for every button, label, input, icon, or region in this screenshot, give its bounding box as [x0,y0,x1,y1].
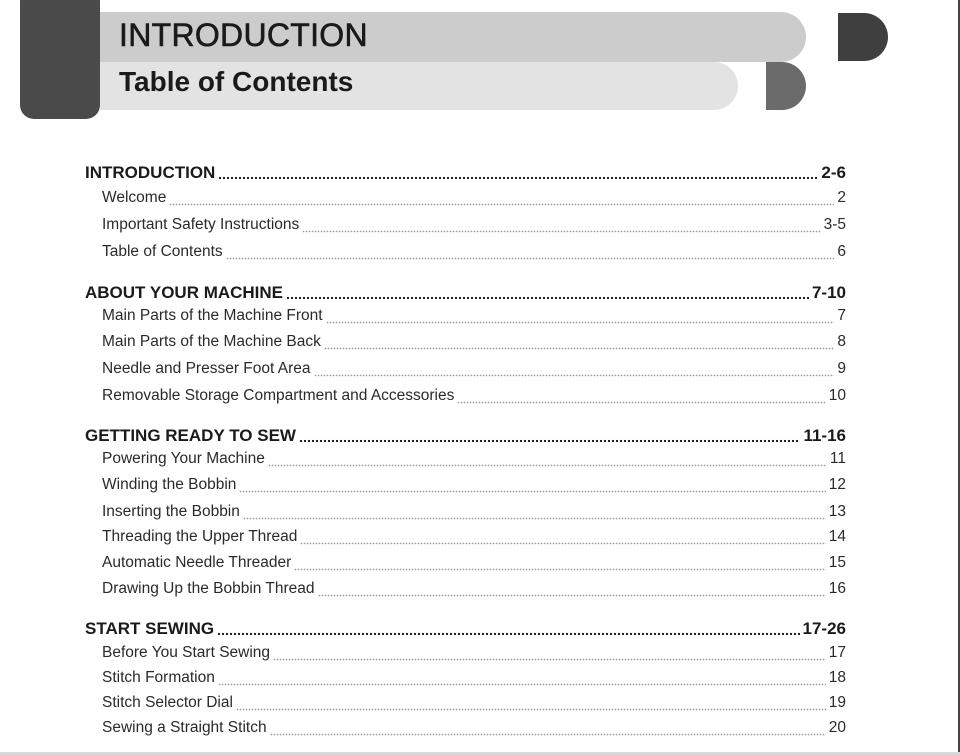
toc-entry-label: Powering Your Machine [102,450,265,467]
toc-entry-label: Important Safety Instructions [102,216,300,233]
dot-leader [299,439,801,443]
toc-entry-label: Needle and Presser Foot Area [102,360,311,377]
toc-entry-label: Stitch Selector Dial [102,694,233,711]
dot-leader [286,296,809,300]
toc-entry-page: 3-5 [823,216,846,233]
dot-leader [324,347,835,350]
toc-item[interactable] [85,450,846,472]
toc-section[interactable] [85,426,846,448]
toc-section[interactable] [85,163,846,185]
toc-section[interactable] [85,283,846,305]
toc-entry-page: 18 [828,669,846,686]
toc-item[interactable] [85,580,846,602]
toc-entry-label: Drawing Up the Bobbin Thread [102,580,315,597]
toc-entry-page: 19 [828,694,846,711]
dot-leader [270,733,826,736]
toc-entry-page: 20 [828,719,846,736]
dot-leader [300,542,825,545]
header-title-cap [838,13,888,61]
toc-entry-page: 2 [837,189,846,206]
toc-entry-label: Welcome [102,189,167,206]
toc-entry-label: Sewing a Straight Stitch [102,719,267,736]
toc-entry-page: 2-6 [821,163,846,182]
toc-entry-label: Stitch Formation [102,669,215,686]
toc-entry-page: 6 [837,243,846,260]
header-subtitle-cap [766,62,806,110]
dot-leader [302,230,820,233]
toc-entry-page: 11 [829,450,846,467]
toc-entry-label: Main Parts of the Machine Front [102,307,323,324]
toc-item[interactable] [85,644,846,666]
toc-entry-label: ABOUT YOUR MACHINE [85,283,284,302]
toc-entry-page: 17-26 [802,619,846,638]
toc-section[interactable] [85,619,846,641]
toc-entry-label: START SEWING [85,619,215,638]
chapter-title: INTRODUCTION [119,17,368,53]
toc-entry-page: 8 [837,333,846,350]
toc-entry-label: Automatic Needle Threader [102,554,292,571]
toc-entry-page: 13 [828,503,846,520]
toc-entry-label: Threading the Upper Thread [102,528,298,545]
toc-item[interactable] [85,528,846,550]
toc-entry-page: 10 [828,387,846,404]
toc-entry-page: 7-10 [811,283,846,302]
toc-item[interactable] [85,216,846,238]
toc-item[interactable] [85,243,846,265]
toc-entry-page: 9 [837,360,846,377]
dot-leader [294,568,825,571]
toc-item[interactable] [85,387,846,409]
toc-entry-label: Main Parts of the Machine Back [102,333,321,350]
toc-entry-label: Removable Storage Compartment and Accessories [102,387,455,404]
toc-entry-label: INTRODUCTION [85,163,216,182]
dot-leader [243,517,826,520]
header-dark-tab [20,0,100,119]
toc-entry-page: 16 [828,580,846,597]
dot-leader [226,257,835,260]
dot-leader [217,632,799,636]
toc-item[interactable] [85,669,846,691]
dot-leader [169,203,834,206]
toc-item[interactable] [85,476,846,498]
toc-entry-label: Before You Start Sewing [102,644,271,661]
toc-item[interactable] [85,503,846,525]
dot-leader [273,658,826,661]
dot-leader [314,374,835,377]
toc-entry-label: Winding the Bobbin [102,476,237,493]
toc-entry-page: 15 [828,554,846,571]
toc-item[interactable] [85,554,846,576]
dot-leader [236,708,826,711]
toc-entry-page: 14 [828,528,846,545]
toc-item[interactable] [85,694,846,716]
page-title: Table of Contents [119,66,354,97]
toc-entry-page: 17 [828,644,846,661]
dot-leader [218,683,826,686]
toc-entry-page: 7 [837,307,846,324]
toc-entry-page: 11-16 [803,426,846,445]
toc-item[interactable] [85,333,846,355]
toc-item[interactable] [85,360,846,382]
toc-entry-label: Inserting the Bobbin [102,503,240,520]
toc-item[interactable] [85,307,846,329]
toc-entry-page: 12 [828,476,846,493]
toc-entry-label: Table of Contents [102,243,223,260]
dot-leader [268,464,827,467]
toc-entry-label: GETTING READY TO SEW [85,426,296,445]
dot-leader [457,401,825,404]
toc-item[interactable] [85,719,846,741]
dot-leader [318,594,826,597]
dot-leader [326,321,835,324]
dot-leader [239,490,825,493]
dot-leader [218,176,818,180]
toc-item[interactable] [85,189,846,211]
